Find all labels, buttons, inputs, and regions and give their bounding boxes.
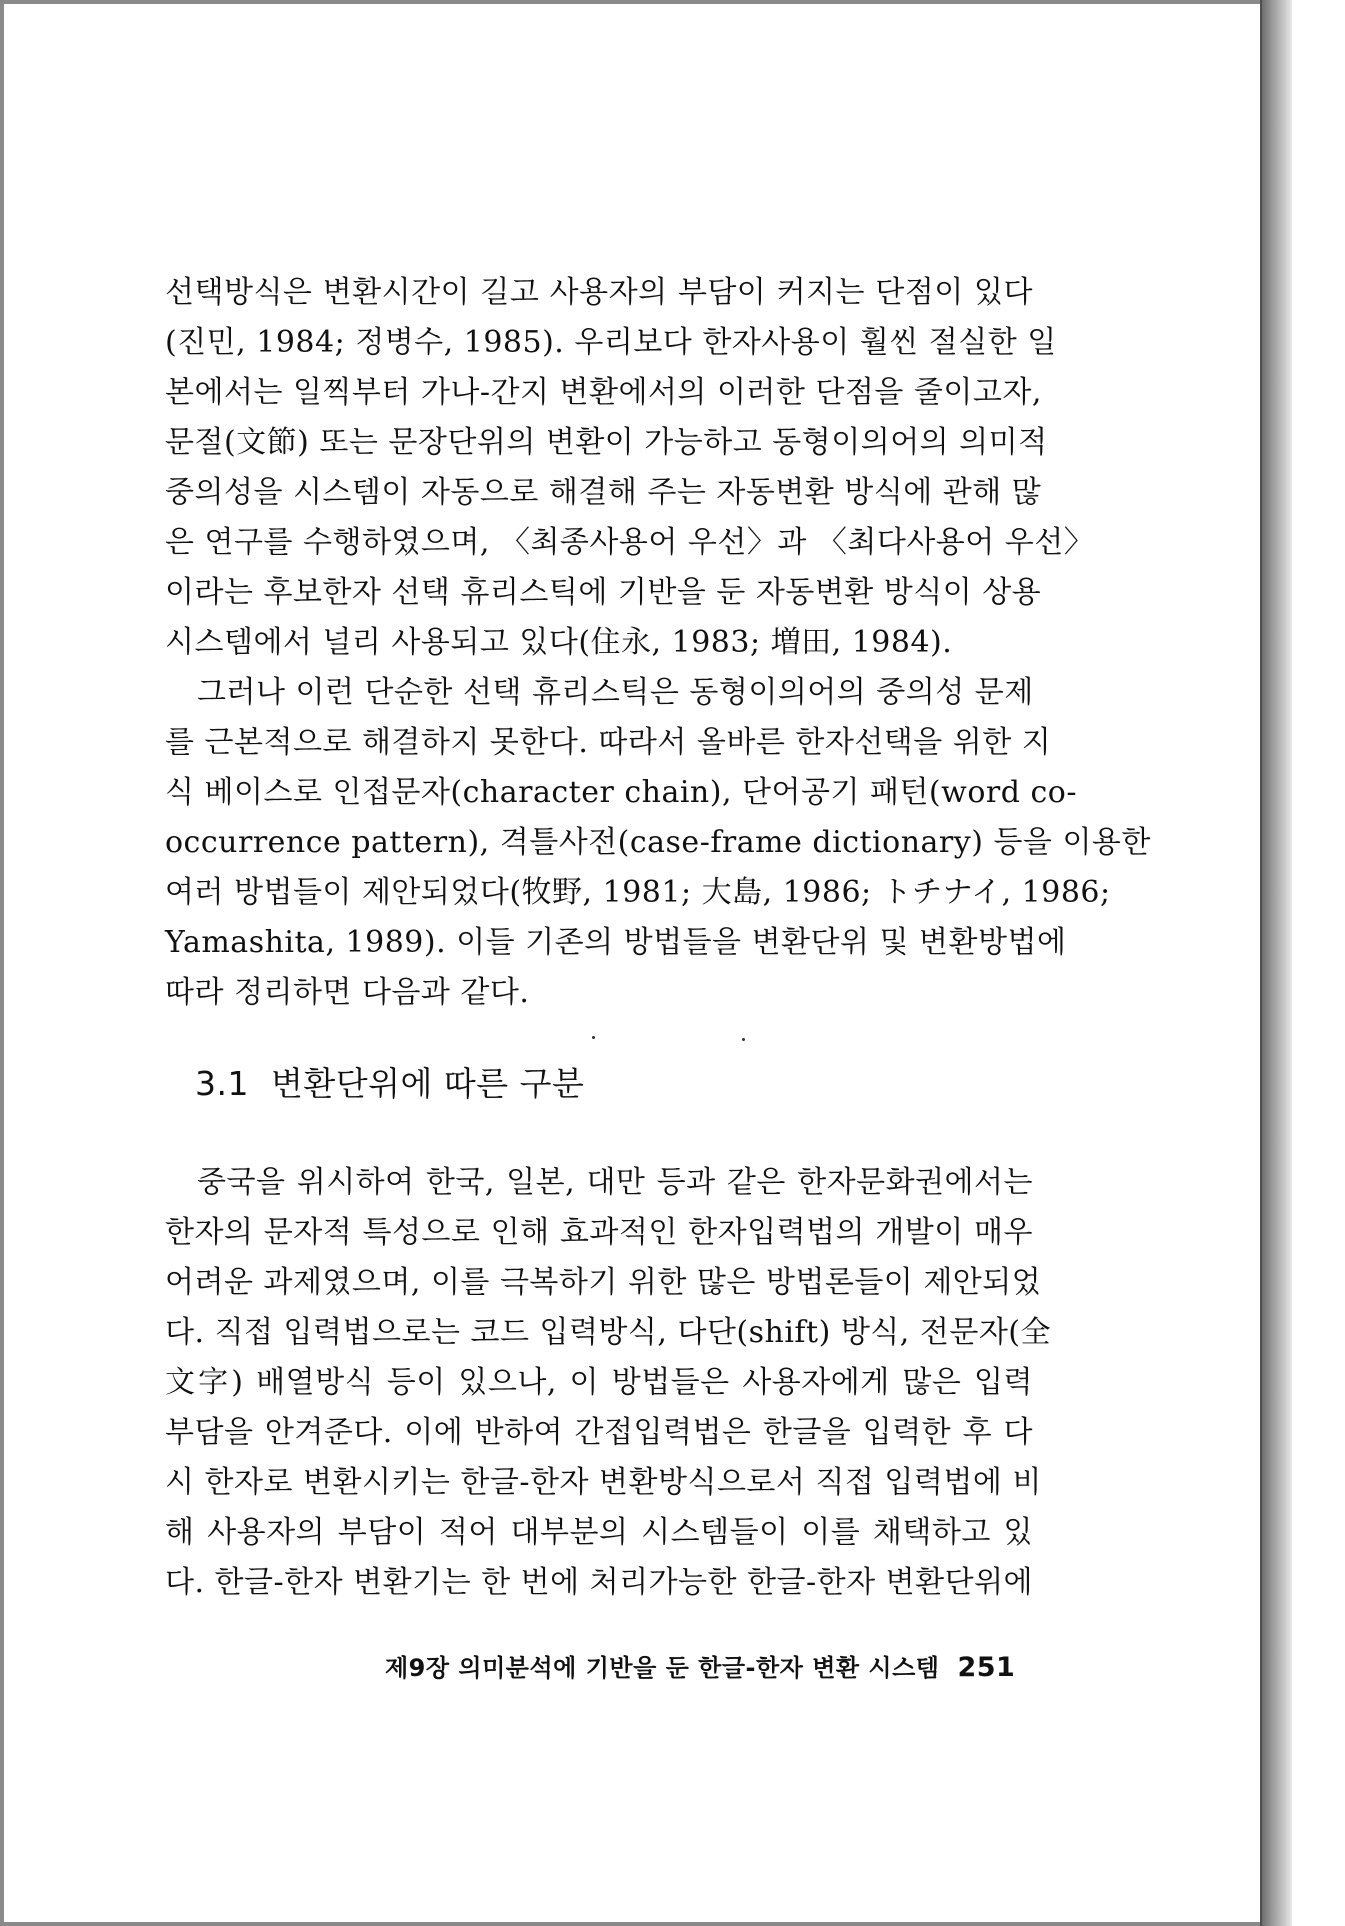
section-heading (195, 1062, 584, 1106)
running-title: 제9장 의미분석에 기반을 둔 한글-한자 변환 시스템 (385, 1654, 940, 1682)
paragraph-line: 중의성을 시스템이 자동으로 해결해 주는 자동변환 방식에 관해 많 (165, 475, 1042, 510)
paragraph-line: 식 베이스로 인접문자(character chain), 단어공기 패턴(word co- (165, 775, 1077, 810)
paragraph-line: 다. 한글-한자 변환기는 한 번에 처리가능한 한글-한자 변환단위에 (165, 1565, 1034, 1600)
paragraph-line: 따라 정리하면 다음과 같다. (165, 975, 530, 1010)
page-number: 251 (957, 1652, 1016, 1683)
paragraph-1 (165, 268, 1095, 668)
page-shadow (1262, 0, 1292, 1926)
page-footer (385, 1652, 1015, 1684)
scan-speck (742, 1038, 745, 1041)
paragraph-line: 그러나 이런 단순한 선택 휴리스틱은 동형이의어의 중의성 문제 (197, 675, 1034, 710)
paragraph-line: 본에서는 일찍부터 가나-간지 변환에서의 이러한 단점을 줄이고자, (165, 375, 1042, 410)
paragraph-line: Yamashita, 1989). 이들 기존의 방법들을 변환단위 및 변환방법에 (165, 925, 1067, 960)
paragraph-line: 부담을 안겨준다. 이에 반하여 간접입력법은 한글을 입력한 후 다 (165, 1415, 1033, 1450)
paragraph-line: 시스템에서 널리 사용되고 있다(住永, 1983; 増田, 1984). (165, 625, 953, 660)
paragraph-2 (165, 668, 1151, 1018)
body-text-bottom (165, 1158, 1052, 1608)
section-title: 변환단위에 따른 구분 (270, 1064, 585, 1103)
page-edge-left (0, 0, 4, 1926)
paragraph-line: 다. 직접 입력법으로는 코드 입력방식, 다단(shift) 방식, 전문자(全 (165, 1315, 1052, 1350)
paragraph-line: 문절(文節) 또는 문장단위의 변환이 가능하고 동형이의어의 의미적 (165, 425, 1048, 460)
paragraph-line: 한자의 문자적 특성으로 인해 효과적인 한자입력법의 개발이 매우 (165, 1215, 1033, 1250)
paragraph-line: 중국을 위시하여 한국, 일본, 대만 등과 같은 한자문화권에서는 (197, 1165, 1033, 1200)
page-edge-top (0, 0, 1262, 4)
paragraph-line: 어려운 과제였으며, 이를 극복하기 위한 많은 방법론들이 제안되었 (165, 1265, 1042, 1300)
paragraph-line: 여러 방법들이 제안되었다(牧野, 1981; 大島, 1986; トチナイ, 1986; (165, 875, 1111, 910)
section-number: 3.1 (195, 1064, 249, 1103)
paragraph-line: 은 연구를 수행하였으며, 〈최종사용어 우선〉과 〈최다사용어 우선〉 (165, 525, 1095, 560)
body-text-top (165, 268, 1151, 1018)
paragraph-line: 文字) 배열방식 등이 있으나, 이 방법들은 사용자에게 많은 입력 (165, 1365, 1033, 1400)
paragraph-line: 를 근본적으로 해결하지 못한다. 따라서 올바른 한자선택을 위한 지 (165, 725, 1052, 760)
paragraph-line: 선택방식은 변환시간이 길고 사용자의 부담이 커지는 단점이 있다 (165, 275, 1033, 310)
paragraph-line: (진민, 1984; 정병수, 1985). 우리보다 한자사용이 훨씬 절실한 일 (165, 325, 1057, 360)
paragraph-line: 시 한자로 변환시키는 한글-한자 변환방식으로서 직접 입력법에 비 (165, 1465, 1042, 1500)
paragraph-line: 해 사용자의 부담이 적어 대부분의 시스템들이 이를 채택하고 있 (165, 1515, 1033, 1550)
paragraph-line: occurrence pattern), 격틀사전(case-frame dictionary) 등을 이용한 (165, 825, 1151, 860)
scan-speck (592, 1036, 595, 1039)
paragraph-3 (165, 1158, 1052, 1608)
paragraph-line: 이라는 후보한자 선택 휴리스틱에 기반을 둔 자동변환 방식이 상용 (165, 575, 1042, 610)
page-edge-bottom (0, 1922, 1262, 1926)
